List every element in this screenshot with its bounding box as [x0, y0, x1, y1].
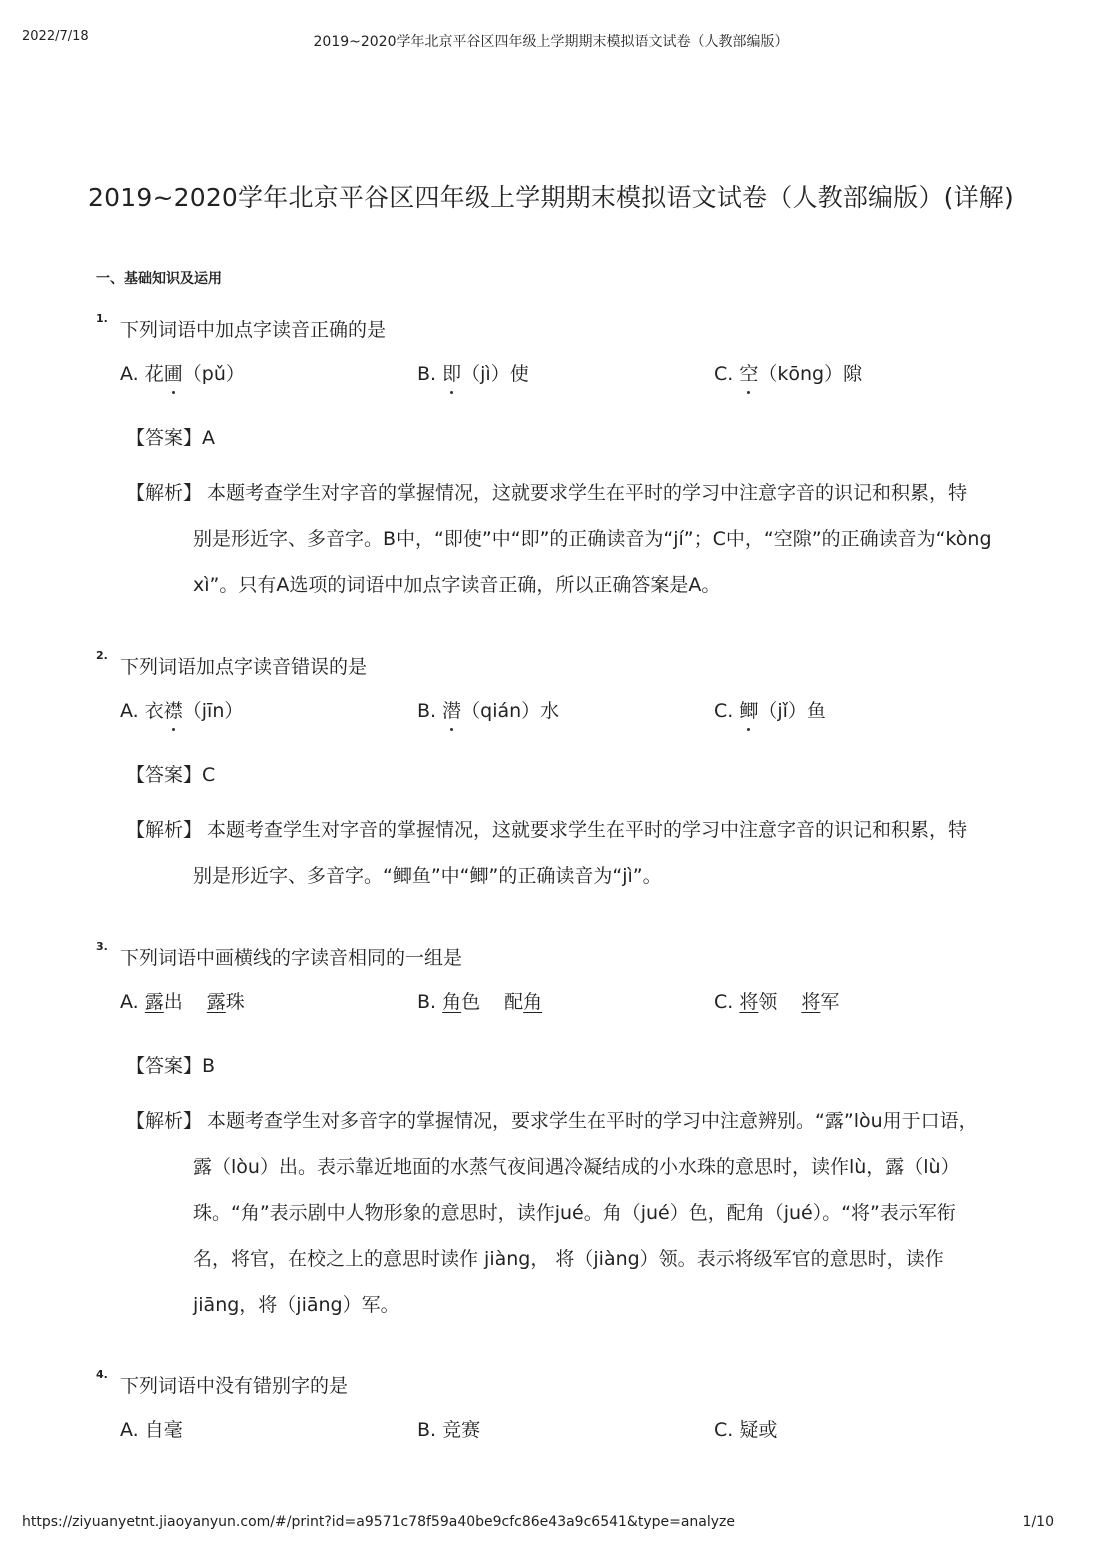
option-c: C. 鲫（jǐ）鱼	[714, 700, 826, 722]
dotted-char: 潜	[442, 700, 462, 722]
dotted-char: 圃	[163, 363, 183, 385]
explanation-label: 【解析】	[126, 819, 203, 841]
answer: 【答案】B	[126, 1055, 216, 1077]
question-number: 4.	[96, 1368, 108, 1381]
option-a: A. 花圃（pǔ）	[120, 363, 245, 385]
question-text: 下列词语中加点字读音正确的是	[120, 319, 387, 341]
dotted-char: 襟	[163, 700, 183, 722]
explanation	[193, 807, 1008, 899]
option-a: A. 露出 露珠	[120, 991, 245, 1013]
dotted-char: 空	[739, 363, 759, 385]
explanation-line: xì”。只有A选项的词语中加点字读音正确，所以正确答案是A。	[193, 574, 721, 596]
explanation-line: 名，将官，在校之上的意思时读作 jiàng， 将（jiàng）领。表示将级军官的意思时，读作	[193, 1248, 944, 1270]
explanation-line: 本题考查学生对字音的掌握情况，这就要求学生在平时的学习中注意字音的识记和积累，特	[207, 819, 968, 841]
explanation	[193, 470, 1008, 608]
underlined-char: 角	[442, 991, 462, 1013]
section-heading: 一、基础知识及运用	[96, 271, 222, 287]
option-c: C. 疑或	[714, 1419, 778, 1441]
option-a: A. 自毫	[120, 1419, 183, 1441]
header-title: 2019~2020学年北京平谷区四年级上学期期末模拟语文试卷（人教部编版）	[313, 34, 789, 50]
question-number: 3.	[96, 940, 108, 953]
question-text: 下列词语加点字读音错误的是	[120, 656, 368, 678]
dotted-char: 即	[442, 363, 462, 385]
underlined-char: 露	[144, 991, 164, 1013]
footer-url[interactable]: https://ziyuanyetnt.jiaoyanyun.com/#/print?id=a9571c78f59a40be9cfc86e43a9c6541&type=analyze	[22, 1514, 736, 1530]
option-c: C. 将领 将军	[714, 991, 840, 1013]
explanation-line: 别是形近字、多音字。B中，“即使”中“即”的正确读音为“jí”；C中，“空隙”的正确读音为“kòng	[193, 528, 992, 550]
explanation-label: 【解析】	[126, 1110, 203, 1132]
document-title: 2019~2020学年北京平谷区四年级上学期期末模拟语文试卷（人教部编版）(详解)	[88, 183, 1014, 212]
question-text: 下列词语中没有错别字的是	[120, 1375, 349, 1397]
option-b: B. 潜（qián）水	[417, 700, 560, 722]
explanation-label: 【解析】	[126, 482, 203, 504]
option-a: A. 衣襟（jīn）	[120, 700, 244, 722]
explanation-line: 露（lòu）出。表示靠近地面的水蒸气夜间遇冷凝结成的小水珠的意思时，读作lù，露（lù）	[193, 1156, 960, 1178]
explanation-line: 珠。“角”表示剧中人物形象的意思时，读作jué。角（jué）色，配角（jué）。“将”表示军衔	[193, 1202, 956, 1224]
option-b: B. 即（jì）使	[417, 363, 529, 385]
question-number: 1.	[96, 312, 108, 325]
explanation-line: 本题考查学生对字音的掌握情况，这就要求学生在平时的学习中注意字音的识记和积累，特	[207, 482, 968, 504]
answer: 【答案】C	[126, 764, 216, 786]
question-text: 下列词语中画横线的字读音相同的一组是	[120, 947, 463, 969]
underlined-char: 露	[206, 991, 226, 1013]
header-date: 2022/7/18	[22, 29, 89, 44]
explanation-line: 别是形近字、多音字。“鲫鱼”中“鲫”的正确读音为“jì”。	[193, 865, 662, 887]
option-b: B. 角色 配角	[417, 991, 543, 1013]
explanation-line: jiāng，将（jiāng）军。	[193, 1294, 400, 1316]
answer: 【答案】A	[126, 427, 215, 449]
question-number: 2.	[96, 649, 108, 662]
explanation-line: 本题考查学生对多音字的掌握情况，要求学生在平时的学习中注意辨别。“露”lòu用于口语，	[207, 1110, 978, 1132]
underlined-char: 角	[523, 991, 543, 1013]
underlined-char: 将	[739, 991, 759, 1013]
explanation	[193, 1098, 1008, 1328]
footer-page-number: 1/10	[1022, 1514, 1054, 1530]
underlined-char: 将	[801, 991, 821, 1013]
dotted-char: 鲫	[739, 700, 759, 722]
option-b: B. 竞赛	[417, 1419, 481, 1441]
option-c: C. 空（kōng）隙	[714, 363, 863, 385]
